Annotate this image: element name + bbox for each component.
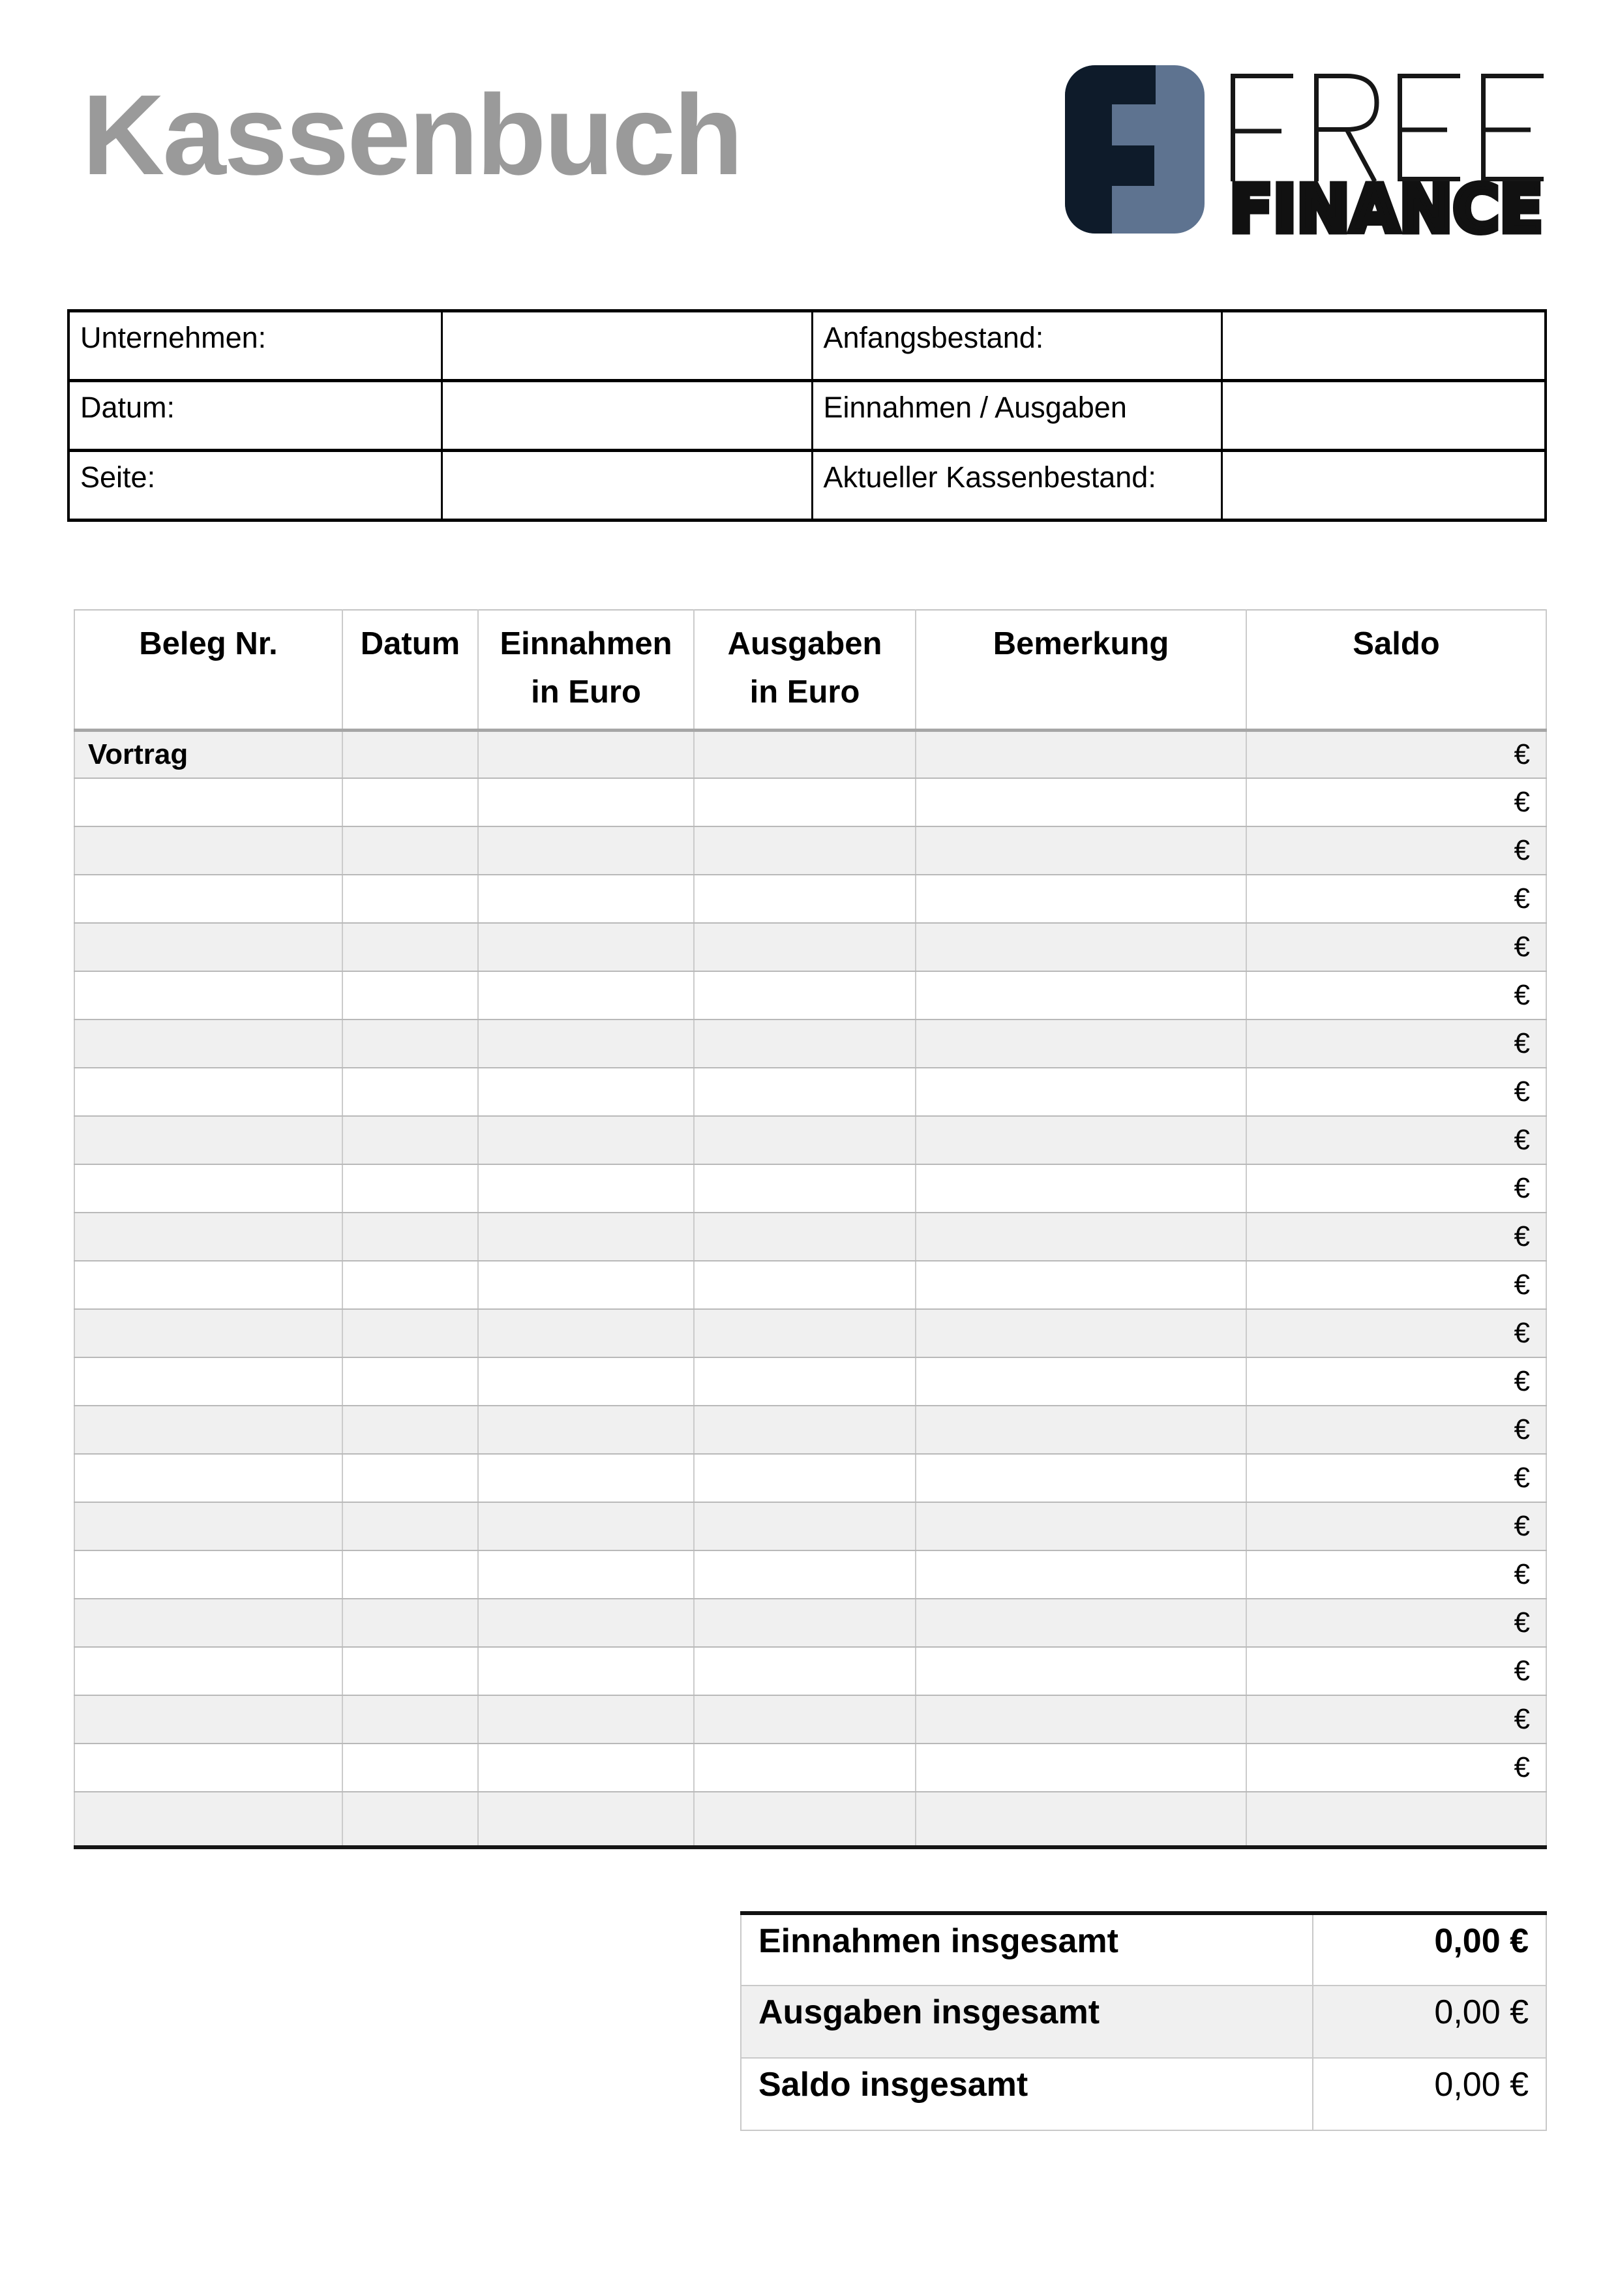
cell-beleg: Vortrag (74, 730, 342, 778)
cell-einnahmen (478, 1068, 694, 1116)
cell-einnahmen (478, 1502, 694, 1550)
cell-einnahmen (478, 1020, 694, 1068)
cell-einnahmen (478, 971, 694, 1020)
cell-einnahmen (478, 923, 694, 971)
cell-beleg (74, 1599, 342, 1647)
cell-datum (342, 1695, 478, 1744)
info-row-datum (68, 381, 1546, 451)
cell-beleg (74, 1068, 342, 1116)
cell-datum (342, 1020, 478, 1068)
cell-bemerkung (916, 875, 1246, 923)
cell-einnahmen (478, 1357, 694, 1406)
cell-saldo: € (1246, 1309, 1546, 1357)
cell-beleg (74, 1213, 342, 1261)
cell-saldo: € (1246, 778, 1546, 826)
table-row (74, 1744, 1546, 1792)
table-row (74, 923, 1546, 971)
cell-einnahmen (478, 730, 694, 778)
cell-bemerkung (916, 1116, 1246, 1164)
cell-saldo: € (1246, 1213, 1546, 1261)
saldo-insgesamt-value: 0,00 € (1313, 2058, 1546, 2130)
column-header-bemerkung: Bemerkung (916, 610, 1246, 730)
cell-bemerkung (916, 1792, 1246, 1847)
cell-beleg (74, 1744, 342, 1792)
cell-saldo: € (1246, 730, 1546, 778)
cell-ausgaben (694, 971, 916, 1020)
saldo-insgesamt-label: Saldo insgesamt (741, 2058, 1313, 2130)
summary-row-saldo (741, 2058, 1546, 2130)
table-row (74, 1213, 1546, 1261)
cell-bemerkung (916, 923, 1246, 971)
cashbook-rows (74, 730, 1546, 1847)
cell-datum (342, 1454, 478, 1502)
cell-beleg (74, 1695, 342, 1744)
cell-saldo: € (1246, 1020, 1546, 1068)
cell-datum (342, 1357, 478, 1406)
cell-datum (342, 1068, 478, 1116)
einnahmen-insgesamt-value: 0,00 € (1313, 1913, 1546, 1986)
cell-ausgaben (694, 1309, 916, 1357)
einnahmen-ausgaben-label: Einnahmen / Ausgaben (812, 381, 1221, 451)
cell-ausgaben (694, 1454, 916, 1502)
cell-einnahmen (478, 1406, 694, 1454)
cell-datum (342, 923, 478, 971)
cell-bemerkung (916, 1164, 1246, 1213)
cell-beleg (74, 1116, 342, 1164)
info-row-unternehmen (68, 311, 1546, 381)
cell-saldo: € (1246, 1550, 1546, 1599)
table-row (74, 778, 1546, 826)
cell-datum (342, 971, 478, 1020)
table-row (74, 1647, 1546, 1695)
freefinance-f-tile-icon (1065, 65, 1205, 234)
table-row (74, 1695, 1546, 1744)
cell-datum (342, 1406, 478, 1454)
cell-ausgaben (694, 1550, 916, 1599)
info-table (67, 309, 1547, 522)
cell-ausgaben (694, 1502, 916, 1550)
cell-bemerkung (916, 1647, 1246, 1695)
vortrag-row (74, 730, 1546, 778)
aktueller-kassenbestand-label: Aktueller Kassenbestand: (812, 451, 1221, 521)
cell-einnahmen (478, 826, 694, 875)
cell-beleg (74, 1261, 342, 1309)
cell-bemerkung (916, 1502, 1246, 1550)
cell-bemerkung (916, 1599, 1246, 1647)
cell-datum (342, 1599, 478, 1647)
cell-saldo: € (1246, 1502, 1546, 1550)
cell-saldo: € (1246, 1068, 1546, 1116)
column-header-saldo: Saldo (1246, 610, 1546, 730)
cell-beleg (74, 971, 342, 1020)
cell-beleg (74, 1502, 342, 1550)
cell-datum (342, 826, 478, 875)
cell-saldo: € (1246, 826, 1546, 875)
cell-saldo: € (1246, 1406, 1546, 1454)
cell-saldo: € (1246, 1695, 1546, 1744)
cell-bemerkung (916, 1020, 1246, 1068)
table-row (74, 1454, 1546, 1502)
summary-table (740, 1911, 1547, 2131)
cell-einnahmen (478, 1261, 694, 1309)
seite-value-cell (442, 451, 812, 521)
cell-bemerkung (916, 1213, 1246, 1261)
cell-ausgaben (694, 1164, 916, 1213)
cell-einnahmen (478, 1550, 694, 1599)
cell-einnahmen (478, 1164, 694, 1213)
einnahmen-ausgaben-value-cell (1221, 381, 1546, 451)
datum-value-cell (442, 381, 812, 451)
cell-beleg (74, 1020, 342, 1068)
cell-einnahmen (478, 1116, 694, 1164)
seite-label: Seite: (68, 451, 442, 521)
cell-saldo: € (1246, 1744, 1546, 1792)
cell-datum (342, 1261, 478, 1309)
cell-saldo: € (1246, 971, 1546, 1020)
table-row (74, 971, 1546, 1020)
table-row (74, 1309, 1546, 1357)
cell-bemerkung (916, 778, 1246, 826)
cell-datum (342, 1213, 478, 1261)
table-row (74, 1502, 1546, 1550)
cell-bemerkung (916, 1261, 1246, 1309)
cell-saldo: € (1246, 1116, 1546, 1164)
cell-ausgaben (694, 1213, 916, 1261)
cell-ausgaben (694, 1357, 916, 1406)
table-row (74, 826, 1546, 875)
table-row (74, 1261, 1546, 1309)
cell-bemerkung (916, 1744, 1246, 1792)
cell-beleg (74, 1164, 342, 1213)
ausgaben-insgesamt-value: 0,00 € (1313, 1986, 1546, 2058)
cell-ausgaben (694, 1261, 916, 1309)
table-row (74, 1164, 1546, 1213)
cell-datum (342, 1164, 478, 1213)
cell-beleg (74, 1357, 342, 1406)
cell-bemerkung (916, 1068, 1246, 1116)
cell-ausgaben (694, 923, 916, 971)
cell-einnahmen (478, 875, 694, 923)
cell-einnahmen (478, 1647, 694, 1695)
cell-bemerkung (916, 1695, 1246, 1744)
cell-beleg (74, 1647, 342, 1695)
cell-datum (342, 1502, 478, 1550)
cell-ausgaben (694, 1116, 916, 1164)
cell-beleg (74, 1406, 342, 1454)
cell-ausgaben (694, 1406, 916, 1454)
cashbook-header-row (74, 610, 1546, 730)
cell-ausgaben (694, 1695, 916, 1744)
column-header-einnahmen: Einnahmen in Euro (478, 610, 694, 730)
cashbook-table (74, 609, 1547, 1849)
cell-ausgaben (694, 730, 916, 778)
cell-beleg (74, 1792, 342, 1847)
cell-datum (342, 1647, 478, 1695)
cell-datum (342, 730, 478, 778)
cell-ausgaben (694, 1599, 916, 1647)
cell-einnahmen (478, 1309, 694, 1357)
cell-einnahmen (478, 1744, 694, 1792)
table-row (74, 1599, 1546, 1647)
cell-einnahmen (478, 778, 694, 826)
aktueller-kassenbestand-value-cell (1221, 451, 1546, 521)
einnahmen-insgesamt-label: Einnahmen insgesamt (741, 1913, 1313, 1986)
cell-saldo: € (1246, 923, 1546, 971)
cell-bemerkung (916, 971, 1246, 1020)
ausgaben-insgesamt-label: Ausgaben insgesamt (741, 1986, 1313, 2058)
unternehmen-label: Unternehmen: (68, 311, 442, 381)
cell-saldo: € (1246, 1164, 1546, 1213)
table-row (74, 1357, 1546, 1406)
cell-ausgaben (694, 1068, 916, 1116)
table-row (74, 1550, 1546, 1599)
cell-bemerkung (916, 1357, 1246, 1406)
cell-datum (342, 1550, 478, 1599)
cell-saldo: € (1246, 875, 1546, 923)
column-header-ausgaben: Ausgaben in Euro (694, 610, 916, 730)
datum-label: Datum: (68, 381, 442, 451)
logo-free-wordmark (1231, 74, 1544, 181)
cell-bemerkung (916, 826, 1246, 875)
cell-datum (342, 1116, 478, 1164)
cell-beleg (74, 875, 342, 923)
table-row (74, 1792, 1546, 1847)
anfangsbestand-value-cell (1221, 311, 1546, 381)
column-header-datum: Datum (342, 610, 478, 730)
cell-einnahmen (478, 1213, 694, 1261)
cell-bemerkung (916, 1406, 1246, 1454)
cell-datum (342, 875, 478, 923)
summary-row-ausgaben (741, 1986, 1546, 2058)
cell-ausgaben (694, 1020, 916, 1068)
cell-einnahmen (478, 1695, 694, 1744)
anfangsbestand-label: Anfangsbestand: (812, 311, 1221, 381)
cell-ausgaben (694, 875, 916, 923)
cell-einnahmen (478, 1454, 694, 1502)
cell-beleg (74, 1454, 342, 1502)
cell-ausgaben (694, 1744, 916, 1792)
table-row (74, 1068, 1546, 1116)
cell-bemerkung (916, 1454, 1246, 1502)
cell-saldo: € (1246, 1454, 1546, 1502)
cell-saldo: € (1246, 1599, 1546, 1647)
logo-finance-wordmark: FINANCE (1229, 171, 1543, 240)
freefinance-logo (1065, 64, 1548, 240)
cell-beleg (74, 778, 342, 826)
cell-ausgaben (694, 826, 916, 875)
cell-saldo: € (1246, 1357, 1546, 1406)
unternehmen-value-cell (442, 311, 812, 381)
cell-datum (342, 1792, 478, 1847)
cell-einnahmen (478, 1792, 694, 1847)
cell-saldo: € (1246, 1261, 1546, 1309)
column-header-beleg-nr-: Beleg Nr. (74, 610, 342, 730)
cell-ausgaben (694, 778, 916, 826)
cell-ausgaben (694, 1647, 916, 1695)
cell-datum (342, 1744, 478, 1792)
table-row (74, 875, 1546, 923)
cell-datum (342, 1309, 478, 1357)
cell-beleg (74, 923, 342, 971)
cell-datum (342, 778, 478, 826)
cell-ausgaben (694, 1792, 916, 1847)
cell-beleg (74, 1309, 342, 1357)
cell-saldo (1246, 1792, 1546, 1847)
table-row (74, 1020, 1546, 1068)
cell-beleg (74, 1550, 342, 1599)
cell-bemerkung (916, 730, 1246, 778)
cell-einnahmen (478, 1599, 694, 1647)
table-row (74, 1116, 1546, 1164)
info-row-seite (68, 451, 1546, 521)
table-row (74, 1406, 1546, 1454)
cell-beleg (74, 826, 342, 875)
freefinance-logo-svg (1065, 64, 1548, 240)
cell-saldo: € (1246, 1647, 1546, 1695)
summary-row-einnahmen (741, 1913, 1546, 1986)
cell-bemerkung (916, 1309, 1246, 1357)
page-title: Kassenbuch (82, 72, 742, 199)
cell-bemerkung (916, 1550, 1246, 1599)
